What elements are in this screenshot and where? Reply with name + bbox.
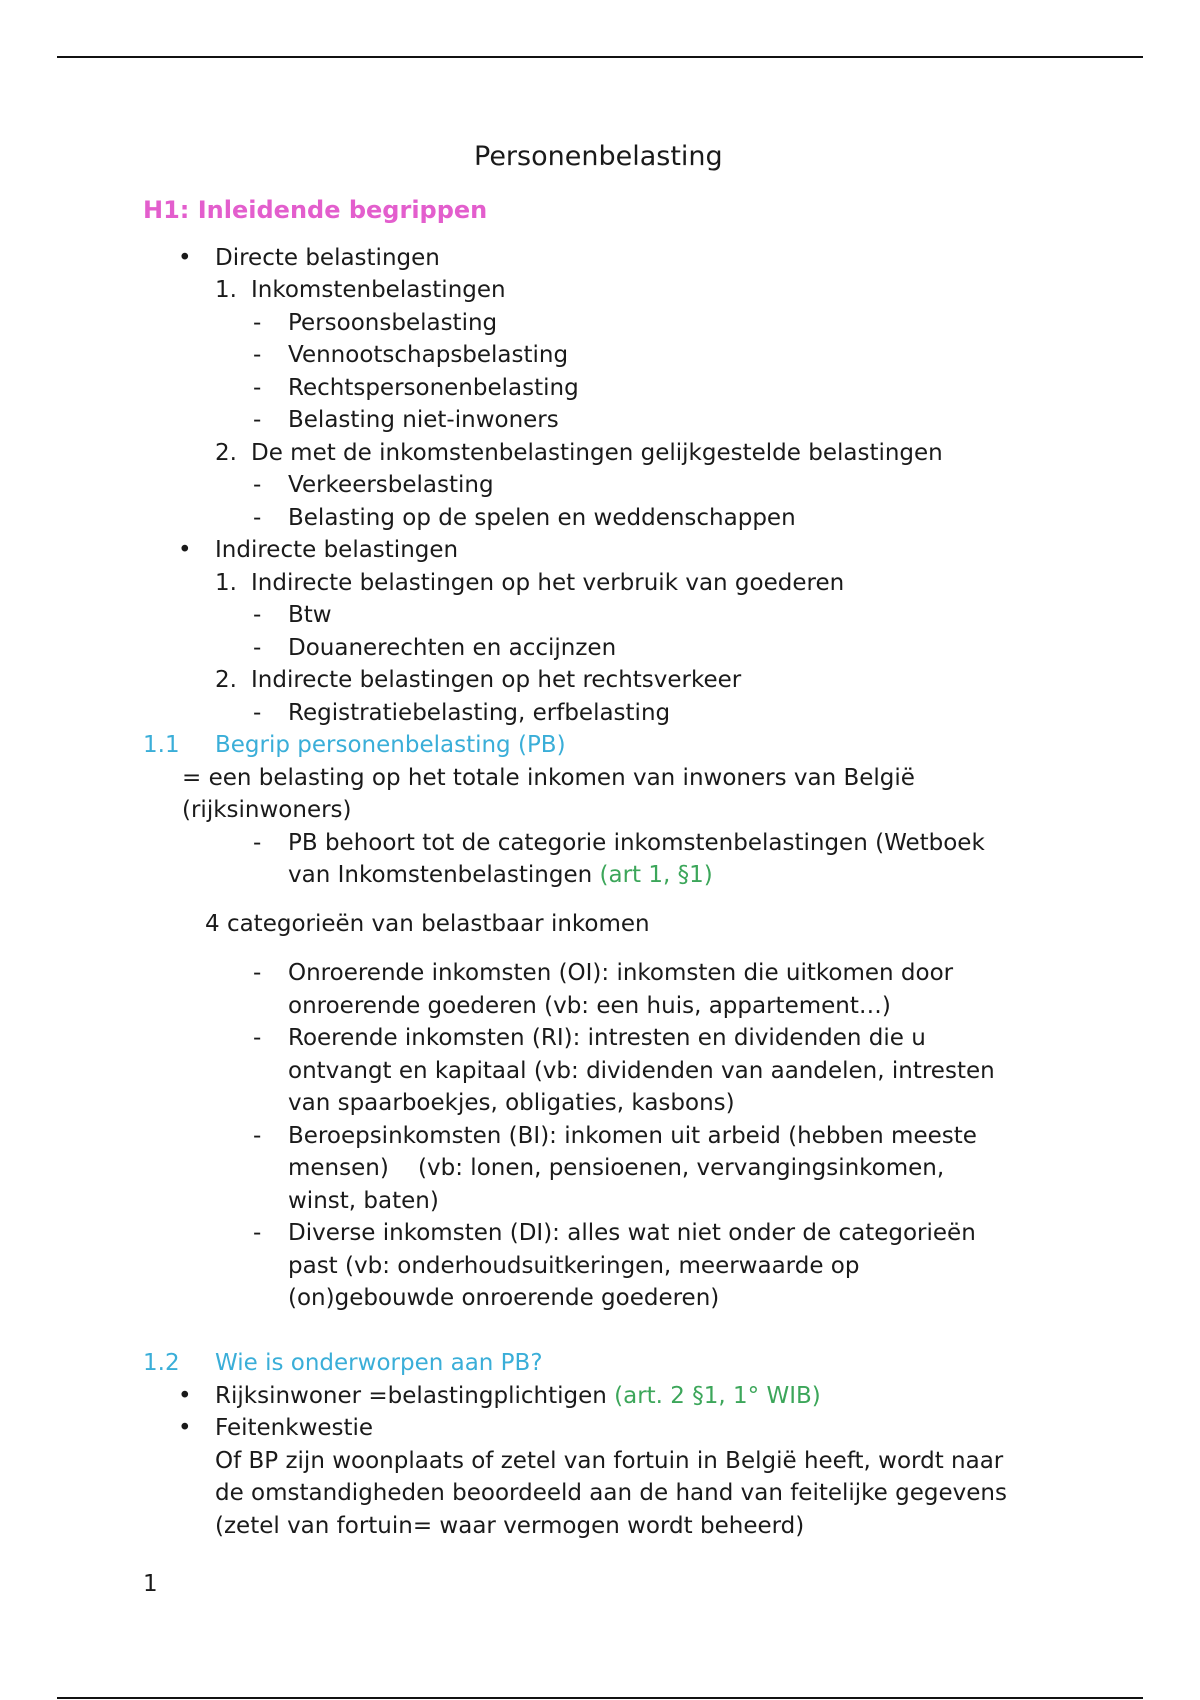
definition-text: (rijksinwoners) (182, 797, 352, 823)
bullet-icon: • (178, 1383, 192, 1409)
list-item: Persoonsbelasting (288, 310, 498, 336)
list-item: Beroepsinkomsten (BI): inkomen uit arbeid (hebben meeste (288, 1123, 977, 1149)
subheading: 4 categorieën van belastbaar inkomen (205, 911, 650, 937)
list-item: Belasting op de spelen en weddenschappen (288, 505, 796, 531)
list-item: Rechtspersonenbelasting (288, 375, 579, 401)
list-item: Verkeersbelasting (288, 472, 494, 498)
list-item: (on)gebouwde onroerende goederen) (288, 1285, 720, 1311)
list-item: Registratiebelasting, erfbelasting (288, 700, 671, 726)
list-item: onroerende goederen (vb: een huis, appartement…) (288, 993, 891, 1019)
dash-icon: - (253, 407, 262, 433)
dash-icon: - (253, 602, 262, 628)
dash-icon: - (253, 635, 262, 661)
page-number: 1 (143, 1571, 158, 1597)
list-item-direct: Directe belastingen (215, 245, 440, 271)
list-item: Vennootschapsbelasting (288, 342, 569, 368)
list-item: Inkomstenbelastingen (251, 277, 506, 303)
bullet-icon: • (178, 245, 192, 271)
dash-icon: - (253, 310, 262, 336)
list-item: ontvangt en kapitaal (vb: dividenden van aandelen, intresten (288, 1058, 995, 1084)
list-item: De met de inkomstenbelastingen gelijkgestelde belastingen (251, 440, 943, 466)
list-item: PB behoort tot de categorie inkomstenbelastingen (Wetboek (288, 830, 985, 856)
list-item-text: van Inkomstenbelastingen (288, 862, 600, 888)
list-item: Onroerende inkomsten (OI): inkomsten die uitkomen door (288, 960, 954, 986)
bottom-rule (57, 1697, 1143, 1699)
section-number: 1.1 (143, 732, 180, 758)
paragraph-text: Of BP zijn woonplaats of zetel van fortuin in België heeft, wordt naar (215, 1448, 1004, 1474)
list-item: Roerende inkomsten (RI): intresten en dividenden die u (288, 1025, 926, 1051)
list-item-indirect: Indirecte belastingen (215, 537, 459, 563)
list-number: 1. (215, 570, 237, 596)
section-heading: Begrip personenbelasting (PB) (215, 732, 566, 758)
list-item: Feitenkwestie (215, 1415, 374, 1441)
dash-icon: - (253, 1220, 262, 1246)
list-number: 2. (215, 440, 237, 466)
section-number: 1.2 (143, 1350, 180, 1376)
definition-text: = een belasting op het totale inkomen van inwoners van België (182, 765, 915, 791)
top-rule (57, 56, 1143, 58)
paragraph-text: (zetel van fortuin= waar vermogen wordt beheerd) (215, 1513, 805, 1539)
dash-icon: - (253, 830, 262, 856)
list-item: Douanerechten en accijnzen (288, 635, 617, 661)
list-item: Belasting niet-inwoners (288, 407, 559, 433)
list-number: 1. (215, 277, 237, 303)
article-reference: (art 1, §1) (599, 862, 713, 888)
list-item: Indirecte belastingen op het verbruik van goederen (251, 570, 845, 596)
bullet-icon: • (178, 537, 192, 563)
list-item: Diverse inkomsten (DI): alles wat niet onder de categorieën (288, 1220, 976, 1246)
section-heading: Wie is onderworpen aan PB? (215, 1350, 543, 1376)
dash-icon: - (253, 472, 262, 498)
dash-icon: - (253, 1123, 262, 1149)
page-title: Personenbelasting (474, 141, 723, 172)
list-item: Btw (288, 602, 332, 628)
list-item: past (vb: onderhoudsuitkeringen, meerwaarde op (288, 1253, 860, 1279)
list-item (215, 1380, 821, 1412)
dash-icon: - (253, 342, 262, 368)
list-item: van spaarboekjes, obligaties, kasbons) (288, 1090, 735, 1116)
bullet-icon: • (178, 1415, 192, 1441)
dash-icon: - (253, 505, 262, 531)
list-item: Indirecte belastingen op het rechtsverkeer (251, 667, 742, 693)
list-item (288, 859, 713, 891)
dash-icon: - (253, 1025, 262, 1051)
dash-icon: - (253, 375, 262, 401)
paragraph-text: de omstandigheden beoordeeld aan de hand van feitelijke gegevens (215, 1480, 1007, 1506)
dash-icon: - (253, 700, 262, 726)
list-item-text: Rijksinwoner =belastingplichtigen (215, 1383, 615, 1409)
list-item: winst, baten) (288, 1188, 439, 1214)
dash-icon: - (253, 960, 262, 986)
list-number: 2. (215, 667, 237, 693)
heading-h1: H1: Inleidende begrippen (143, 196, 488, 224)
list-item: mensen) (vb: lonen, pensioenen, vervangingsinkomen, (288, 1155, 945, 1181)
article-reference: (art. 2 §1, 1° WIB) (614, 1383, 821, 1409)
